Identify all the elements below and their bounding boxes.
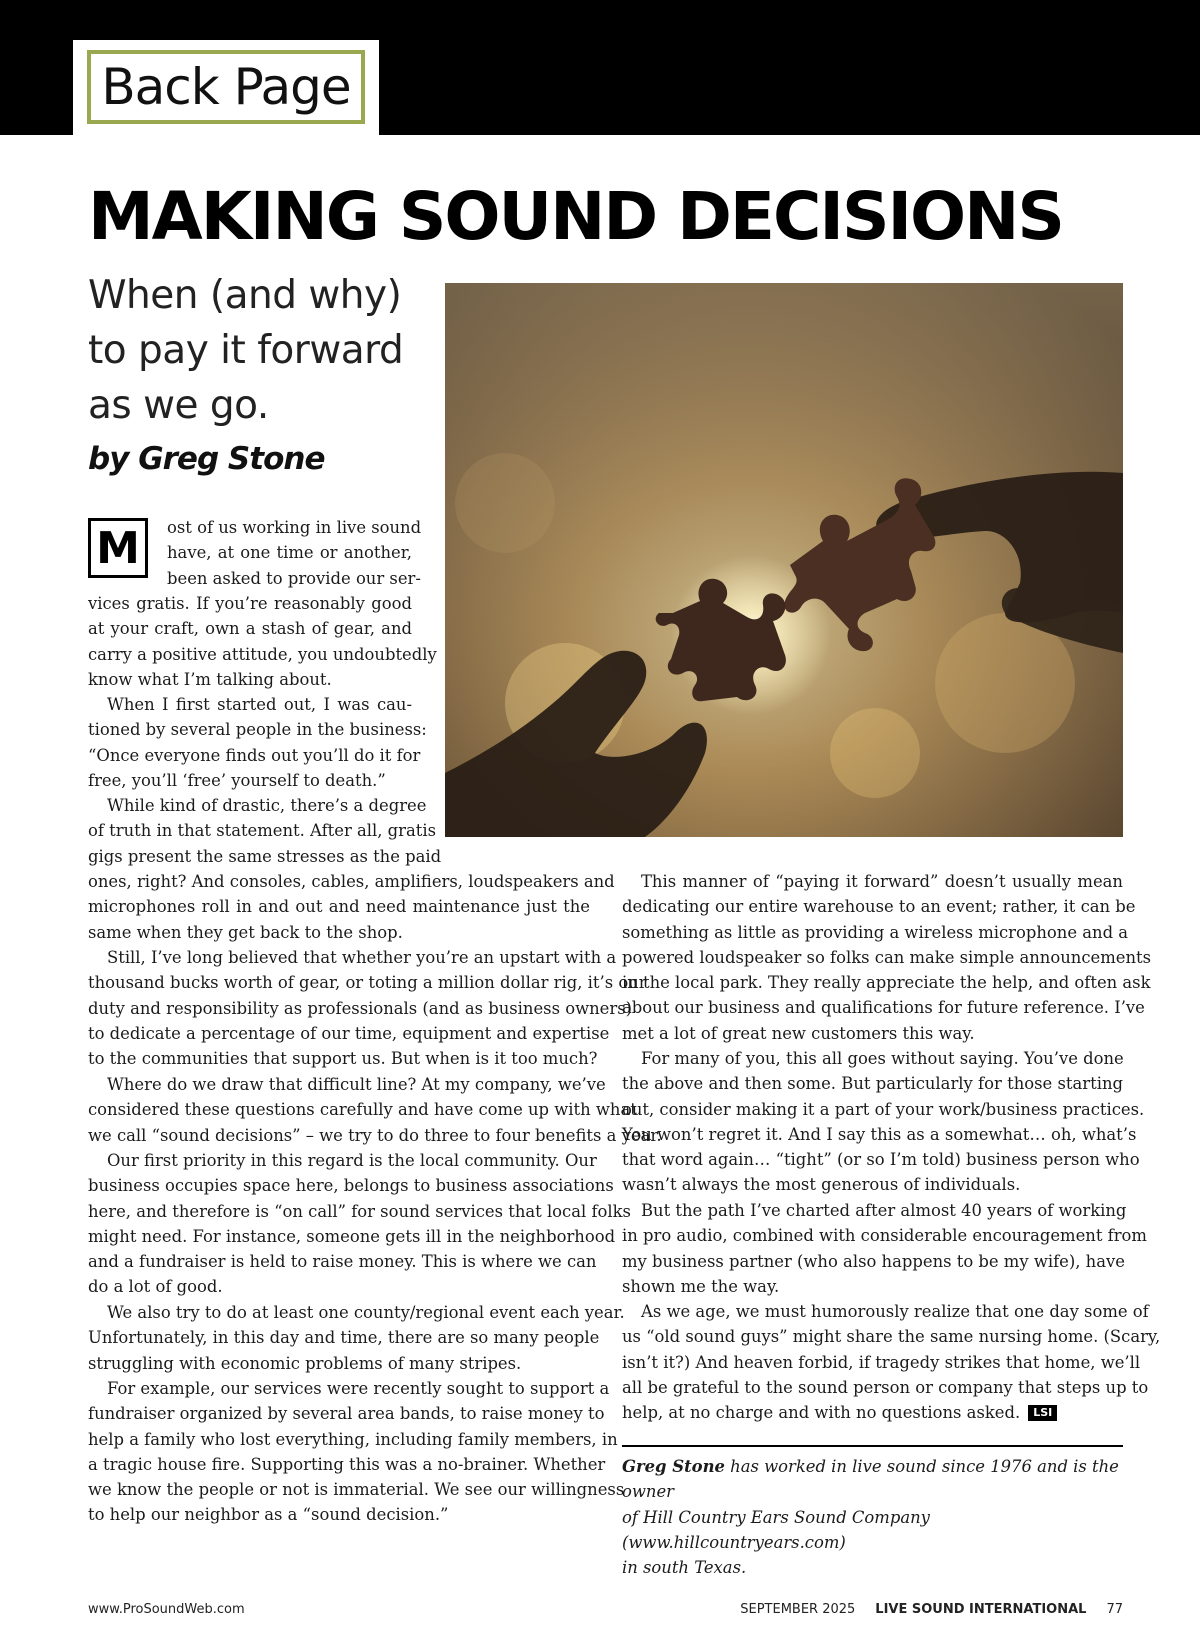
bio-line: in south Texas. [622, 1558, 747, 1578]
text-line: gigs present the same stresses as the paid [88, 846, 442, 866]
text-line: Still, I’ve long believed that whether you’re an upstart with a [107, 948, 617, 967]
footer-publication: LIVE SOUND INTERNATIONAL [875, 1602, 1087, 1617]
text-line: about our business and qualifications for future reference. I’ve [622, 998, 1145, 1018]
bio-divider [622, 1445, 1123, 1447]
text-line: and a fundraiser is held to raise money. This is where we can [88, 1252, 597, 1272]
text-line: here, and therefore is “on call” for sound services that local folks [88, 1201, 631, 1221]
text-line: same when they get back to the shop. [88, 922, 403, 942]
footer-issue: SEPTEMBER 2025 [740, 1602, 856, 1617]
section-tag-label: Back Page [101, 58, 351, 116]
subtitle-line: as we go. [88, 383, 269, 428]
text-line: powered loudspeaker so folks can make simple announcements [622, 947, 1152, 967]
paragraph [622, 1299, 1161, 1425]
text-line: duty and responsibility as professionals (and as business owners) [88, 998, 633, 1018]
text-line: “Once everyone finds out you’ll do it for [88, 745, 421, 765]
text-line: microphones roll in and out and need maintenance just the [88, 897, 590, 917]
text-line: in pro audio, combined with considerable encouragement from [622, 1226, 1147, 1246]
text-line: in the local park. They really appreciate the help, and often ask [622, 973, 1151, 993]
paragraph [88, 1148, 631, 1300]
text-line: have, at one time or another, [167, 543, 412, 563]
text-line: We also try to do at least one county/regional event each year. [107, 1303, 625, 1322]
bio-line [622, 1454, 1123, 1505]
paragraph [88, 945, 647, 1071]
paragraph [88, 1300, 625, 1376]
text-line: fundraiser organized by several area bands, to raise money to [88, 1404, 605, 1424]
paragraph [622, 1198, 1147, 1299]
text-line: wasn’t always the most generous of individuals. [622, 1175, 1021, 1195]
paragraph [88, 1072, 662, 1148]
text-line: the above and then some. But particularly for those starting [622, 1074, 1123, 1094]
paragraph [88, 1376, 625, 1528]
text-line: tioned by several people in the business: [88, 720, 427, 740]
text-line: When I first started out, I was cau- [107, 695, 412, 714]
text-line: thousand bucks worth of gear, or toting a million dollar rig, it’s our [88, 973, 647, 993]
text-line: we call “sound decisions” – we try to do three to four benefits a year. [88, 1125, 662, 1145]
footer-website: www.ProSoundWeb.com [88, 1602, 245, 1617]
text-line: isn’t it?) And heaven forbid, if tragedy strikes that home, we’ll [622, 1352, 1141, 1372]
text-line: For example, our services were recently sought to support a [107, 1379, 610, 1398]
text-line: business occupies space here, belongs to business associations [88, 1176, 614, 1196]
text-line: dedicating our entire warehouse to an event; rather, it can be [622, 897, 1136, 917]
text-line: of truth in that statement. After all, gratis [88, 821, 437, 841]
article-title: MAKING SOUND DECISIONS [88, 178, 1063, 255]
text-line: met a lot of great new customers this way. [622, 1023, 975, 1043]
text-line: You won’t regret it. And I say this as a somewhat… oh, what’s [622, 1124, 1137, 1144]
text-line: my business partner (who also happens to be my wife), have [622, 1251, 1125, 1271]
text-line: to dedicate a percentage of our time, equipment and expertise [88, 1023, 610, 1043]
article-photo [445, 283, 1123, 837]
text-line: to help our neighbor as a “sound decision.” [88, 1505, 449, 1525]
paragraph [88, 692, 427, 793]
text-line: ones, right? And consoles, cables, amplifiers, loudspeakers and [88, 872, 615, 891]
text-line: For many of you, this all goes without saying. You’ve done [641, 1049, 1124, 1068]
text-line-content: help, at no charge and with no questions asked. [622, 1403, 1021, 1423]
text-line: Where do we draw that difficult line? At my company, we’ve [107, 1075, 606, 1094]
text-line: all be grateful to the sound person or company that steps up to [622, 1377, 1149, 1397]
footer-right [740, 1602, 1123, 1617]
text-line: that word again… “tight” (or so I’m told) business person who [622, 1150, 1140, 1170]
bio-text: has worked in live sound since 1976 and is the owner [622, 1457, 1119, 1502]
text-line: might need. For instance, someone gets ill in the neighborhood [88, 1226, 616, 1246]
section-tag-frame [87, 50, 365, 124]
paragraph [167, 515, 422, 591]
text-line: to the communities that support us. But when is it too much? [88, 1049, 598, 1069]
article-subtitle [88, 268, 428, 433]
text-line: struggling with economic problems of many stripes. [88, 1353, 522, 1373]
text-line: While kind of drastic, there’s a degree [107, 796, 427, 815]
paragraph [88, 869, 615, 945]
text-line: we know the people or not is immaterial. We see our willingness [88, 1480, 625, 1500]
bio-line: of Hill Country Ears Sound Company (www.hillcountryears.com) [622, 1507, 930, 1552]
text-line: This manner of “paying it forward” doesn’t usually mean [641, 872, 1123, 891]
subtitle-line: to pay it forward [88, 328, 404, 373]
section-tag [73, 40, 379, 138]
text-line: Our first priority in this regard is the local community. Our [107, 1151, 597, 1170]
text-line: free, you’ll ‘free’ yourself to death.” [88, 770, 386, 790]
text-line: out, consider making it a part of your work/business practices. [622, 1099, 1145, 1119]
text-line: at your craft, own a stash of gear, and [88, 619, 412, 639]
text-line: But the path I’ve charted after almost 40 years of working [641, 1201, 1127, 1220]
drop-cap: M [88, 518, 148, 578]
subtitle-line: When (and why) [88, 273, 402, 318]
text-line: know what I’m talking about. [88, 669, 332, 689]
footer-page-number: 77 [1106, 1602, 1123, 1617]
text-line: ost of us working in live sound [167, 518, 422, 537]
text-line: do a lot of good. [88, 1277, 223, 1297]
text-line: considered these questions carefully and have come up with what [88, 1100, 637, 1120]
text-line [622, 1400, 1123, 1425]
text-line: help a family who lost everything, including family members, in [88, 1429, 618, 1449]
text-line: been asked to provide our ser- [167, 568, 421, 588]
puzzle-pieces-photo-illustration [445, 283, 1123, 837]
text-line: As we age, we must humorously realize that one day some of [641, 1302, 1149, 1321]
paragraph [88, 591, 437, 692]
bio-author-name: Greg Stone [622, 1457, 725, 1476]
text-line: Unfortunately, in this day and time, there are so many people [88, 1328, 600, 1348]
text-line: us “old sound guys” might share the same nursing home. (Scary, [622, 1327, 1161, 1347]
text-line: a tragic house fire. Supporting this was a no-brainer. Whether [88, 1454, 606, 1474]
text-line: vices gratis. If you’re reasonably good [88, 594, 412, 613]
end-of-article-badge: LSI [1028, 1405, 1057, 1421]
text-line: shown me the way. [622, 1276, 780, 1296]
paragraph [622, 1046, 1145, 1198]
paragraph [88, 793, 442, 869]
paragraph [622, 869, 1152, 1046]
text-line: carry a positive attitude, you undoubtedly [88, 644, 437, 664]
byline: by Greg Stone [88, 441, 325, 477]
author-bio [622, 1454, 1123, 1580]
text-line: something as little as providing a wireless microphone and a [622, 922, 1129, 942]
